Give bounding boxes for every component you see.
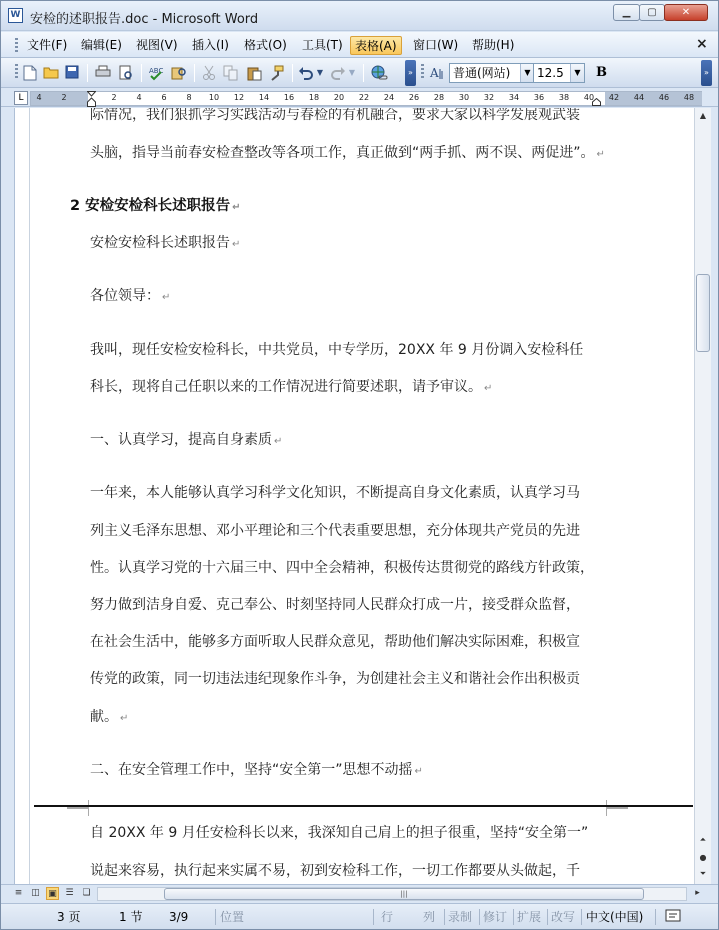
ruler-tick: 46 <box>658 93 670 102</box>
menu-insert[interactable]: 插入(I) <box>192 38 229 52</box>
right-indent-icon[interactable] <box>592 98 601 106</box>
first-line-indent-icon[interactable] <box>87 91 96 107</box>
status-language[interactable]: 中文(中国) <box>586 910 644 924</box>
doc-line: 头脑，指导当前春安检查整改等各项工作，真正做到“两手抓、两不误、两促进”。 ↵ <box>90 145 605 161</box>
web-layout-icon[interactable]: ◫ <box>31 888 40 898</box>
outline-view-icon[interactable]: ❏ <box>82 888 91 898</box>
ruler-tick: 2 <box>111 93 117 102</box>
doc-line: 自 20XX 年 9 月任安检科长以来，我深知自己肩上的担子很重，坚持“安全第一” <box>90 825 589 841</box>
status-separator <box>655 909 656 925</box>
menu-format[interactable]: 格式(O) <box>244 38 287 52</box>
save-icon[interactable] <box>64 65 80 81</box>
toolbar-separator <box>141 64 142 82</box>
reading-layout-icon[interactable]: ☰ <box>65 888 74 898</box>
close-window-button[interactable]: ✕ <box>664 4 708 21</box>
doc-line: 科长，现将自己任职以来的工作情况进行简要述职，请予审议。 ↵ <box>90 379 493 395</box>
doc-line: 际情况，我们狠抓学习实践活动与春检的有机融合，要求大家以科学发展观武装 <box>90 108 580 123</box>
horizontal-scrollbar[interactable] <box>97 887 687 901</box>
paragraph-mark: ↵ <box>484 383 493 394</box>
chevron-down-icon[interactable]: ▼ <box>570 64 584 82</box>
status-line: 行 <box>381 910 394 924</box>
doc-line: 一年来，本人能够认真学习科学文化知识，不断提高自身文化素质，认真学习马 <box>90 485 580 501</box>
doc-line: 传党的政策，同一切违法违纪现象作斗争，为创建社会主义和谐社会作出积极贡 <box>90 671 580 687</box>
hyperlink-icon[interactable] <box>370 65 386 81</box>
vertical-scrollbar[interactable] <box>694 108 711 884</box>
status-record-macro[interactable]: 录制 <box>448 910 473 924</box>
toolbar-separator <box>363 64 364 82</box>
doc-line: 说起来容易，执行起来实属不易，初到安检科工作，一切工作都要从头做起，千 <box>90 863 580 879</box>
undo-icon[interactable] <box>298 65 314 81</box>
cut-icon[interactable] <box>201 65 217 81</box>
horizontal-scroll-thumb[interactable]: ||| <box>164 888 644 900</box>
doc-heading: 2 安检安检科长述职报告 ↵ <box>70 198 241 214</box>
status-separator <box>479 909 480 925</box>
ruler-tick: 4 <box>36 93 42 102</box>
ruler-tick: 22 <box>358 93 370 102</box>
formatting-overflow-chevron-icon[interactable]: » <box>701 60 712 86</box>
status-track-changes[interactable]: 修订 <box>483 910 508 924</box>
page-break <box>34 805 693 807</box>
select-browse-object-icon[interactable]: ● <box>699 853 707 862</box>
redo-icon[interactable] <box>330 65 346 81</box>
doc-line: 我叫，现任安检安检科长，中共党员，中专学历，20XX 年 9 月份调入安检科任 <box>90 342 584 358</box>
menubar-grip-icon[interactable] <box>15 38 18 52</box>
vertical-ruler[interactable] <box>16 108 30 884</box>
ruler-tick: 30 <box>458 93 470 102</box>
toolbar-separator <box>194 64 195 82</box>
next-page-icon[interactable]: ⏷ <box>699 869 707 878</box>
ruler-tick: 4 <box>136 93 142 102</box>
font-size-select[interactable] <box>533 63 585 83</box>
normal-view-icon[interactable]: ≡ <box>14 888 23 898</box>
status-column: 列 <box>423 910 436 924</box>
paste-icon[interactable] <box>246 65 262 81</box>
previous-page-icon[interactable]: ⏶ <box>699 835 707 844</box>
ruler-tick: 36 <box>533 93 545 102</box>
status-separator <box>444 909 445 925</box>
tab-selector[interactable]: L <box>14 91 28 105</box>
ruler-tick: 44 <box>633 93 645 102</box>
page-corner-mark <box>67 808 89 816</box>
status-page-of: 3/9 <box>169 910 189 924</box>
scroll-right-icon[interactable]: ▸ <box>695 888 700 898</box>
status-separator <box>513 909 514 925</box>
menu-view[interactable]: 视图(V) <box>136 38 178 52</box>
menu-window[interactable]: 窗口(W) <box>413 38 459 52</box>
toolbar-grip-icon[interactable] <box>15 64 18 78</box>
style-select-value: 普通(网站) <box>453 66 511 80</box>
ruler-tick: 2 <box>61 93 67 102</box>
doc-line: 安检安检科长述职报告 ↵ <box>90 235 241 251</box>
close-document-icon[interactable]: × <box>696 36 708 52</box>
paragraph-mark: ↵ <box>414 766 423 777</box>
document-area[interactable] <box>1 108 694 884</box>
svg-text:ABC: ABC <box>149 67 164 75</box>
doc-line: 二、在安全管理工作中，坚持“安全第一”思想不动摇 ↵ <box>90 762 423 778</box>
status-separator <box>547 909 548 925</box>
ruler-tick: 16 <box>283 93 295 102</box>
ruler-bar <box>1 89 718 107</box>
horizontal-bar <box>1 884 718 902</box>
ruler-tick: 10 <box>208 93 220 102</box>
doc-line: 性。认真学习党的十六届三中、四中全会精神，积极传达贯彻党的路线方针政策， <box>90 560 594 576</box>
ruler-tick: 24 <box>383 93 395 102</box>
undo-dropdown-icon[interactable]: ▼ <box>316 68 324 77</box>
spelling-status-icon[interactable] <box>665 909 683 926</box>
doc-line: 献。 ↵ <box>90 709 129 725</box>
maximize-button[interactable]: ▢ <box>639 4 665 21</box>
svg-text:A: A <box>430 66 439 80</box>
ruler-tick: 40 <box>583 93 595 102</box>
menu-help[interactable]: 帮助(H) <box>472 38 515 52</box>
doc-line: 列主义毛泽东思想、邓小平理论和三个代表重要思想，充分体现共产党员的先进 <box>90 523 580 539</box>
status-separator <box>373 909 374 925</box>
left-gutter <box>1 108 15 884</box>
styles-formatting-icon[interactable] <box>429 65 445 81</box>
status-bar <box>1 903 718 929</box>
toolbar-separator <box>87 64 88 82</box>
ruler-tick: 12 <box>233 93 245 102</box>
style-select[interactable] <box>449 63 535 83</box>
ruler-tick: 28 <box>433 93 445 102</box>
page-corner-mark <box>606 808 628 816</box>
minimize-button[interactable]: ▁ <box>613 4 640 21</box>
paragraph-mark: ↵ <box>274 436 283 447</box>
doc-line: 一、认真学习，提高自身素质 ↵ <box>90 432 283 448</box>
ruler-tick: 32 <box>483 93 495 102</box>
status-position: 位置 <box>220 910 245 924</box>
ruler-tick: 18 <box>308 93 320 102</box>
formatting-toolbar-grip-icon[interactable] <box>421 64 424 78</box>
print-preview-icon[interactable] <box>118 65 134 81</box>
copy-icon[interactable] <box>223 65 239 81</box>
horizontal-ruler[interactable] <box>30 91 702 106</box>
new-document-icon[interactable] <box>22 65 38 81</box>
window-title: 安检的述职报告.doc - Microsoft Word <box>30 12 259 27</box>
toolbar-overflow-chevron-icon[interactable]: » <box>405 60 416 86</box>
bold-button[interactable]: B <box>596 65 607 80</box>
status-overtype[interactable]: 改写 <box>551 910 576 924</box>
doc-line: 在社会生活中，能够多方面听取人民群众意见，帮助他们解决实际困难，积极宣 <box>90 634 580 650</box>
research-icon[interactable] <box>171 65 187 81</box>
ruler-tick: 34 <box>508 93 520 102</box>
title-bar <box>1 1 718 31</box>
menu-file[interactable]: 文件(F) <box>27 38 68 52</box>
status-page: 3 页 <box>57 910 81 924</box>
toolbar-separator <box>292 64 293 82</box>
status-separator <box>581 909 582 925</box>
ruler-tick: 38 <box>558 93 570 102</box>
status-separator <box>215 909 216 925</box>
spelling-icon[interactable] <box>148 65 164 81</box>
paragraph-mark: ↵ <box>232 239 241 250</box>
paragraph-mark: ↵ <box>232 202 241 213</box>
status-extend[interactable]: 扩展 <box>517 910 542 924</box>
ruler-tick: 42 <box>608 93 620 102</box>
menu-edit[interactable]: 编辑(E) <box>81 38 122 52</box>
word-app-icon[interactable]: W <box>8 8 23 23</box>
ruler-tick: 20 <box>333 93 345 102</box>
menu-table[interactable]: 表格(A) <box>350 36 402 55</box>
ruler-tick: 26 <box>408 93 420 102</box>
scroll-up-icon[interactable]: ▲ <box>699 111 707 120</box>
paragraph-mark: ↵ <box>162 292 171 303</box>
print-layout-icon[interactable]: ▣ <box>46 887 59 900</box>
status-section: 1 节 <box>119 910 143 924</box>
vertical-scroll-thumb[interactable] <box>696 274 710 352</box>
redo-dropdown-icon[interactable]: ▼ <box>348 68 356 77</box>
open-folder-icon[interactable] <box>43 65 59 81</box>
paragraph-mark: ↵ <box>120 713 129 724</box>
chevron-down-icon[interactable]: ▼ <box>520 64 534 82</box>
doc-line: 努力做到洁身自爱、克己奉公、时刻坚持同人民群众打成一片，接受群众监督， <box>90 597 580 613</box>
standard-toolbar <box>1 58 718 88</box>
format-painter-icon[interactable] <box>269 65 285 81</box>
menu-bar <box>1 32 718 58</box>
doc-line: 各位领导： ↵ <box>90 288 171 304</box>
ruler-tick: 14 <box>258 93 270 102</box>
print-icon[interactable] <box>95 65 111 81</box>
ruler-tick: 6 <box>161 93 167 102</box>
ruler-tick: 8 <box>186 93 192 102</box>
menu-tools[interactable]: 工具(T) <box>302 38 343 52</box>
ruler-tick: 48 <box>683 93 695 102</box>
font-size-value: 12.5 <box>537 66 564 80</box>
paragraph-mark: ↵ <box>596 149 605 160</box>
